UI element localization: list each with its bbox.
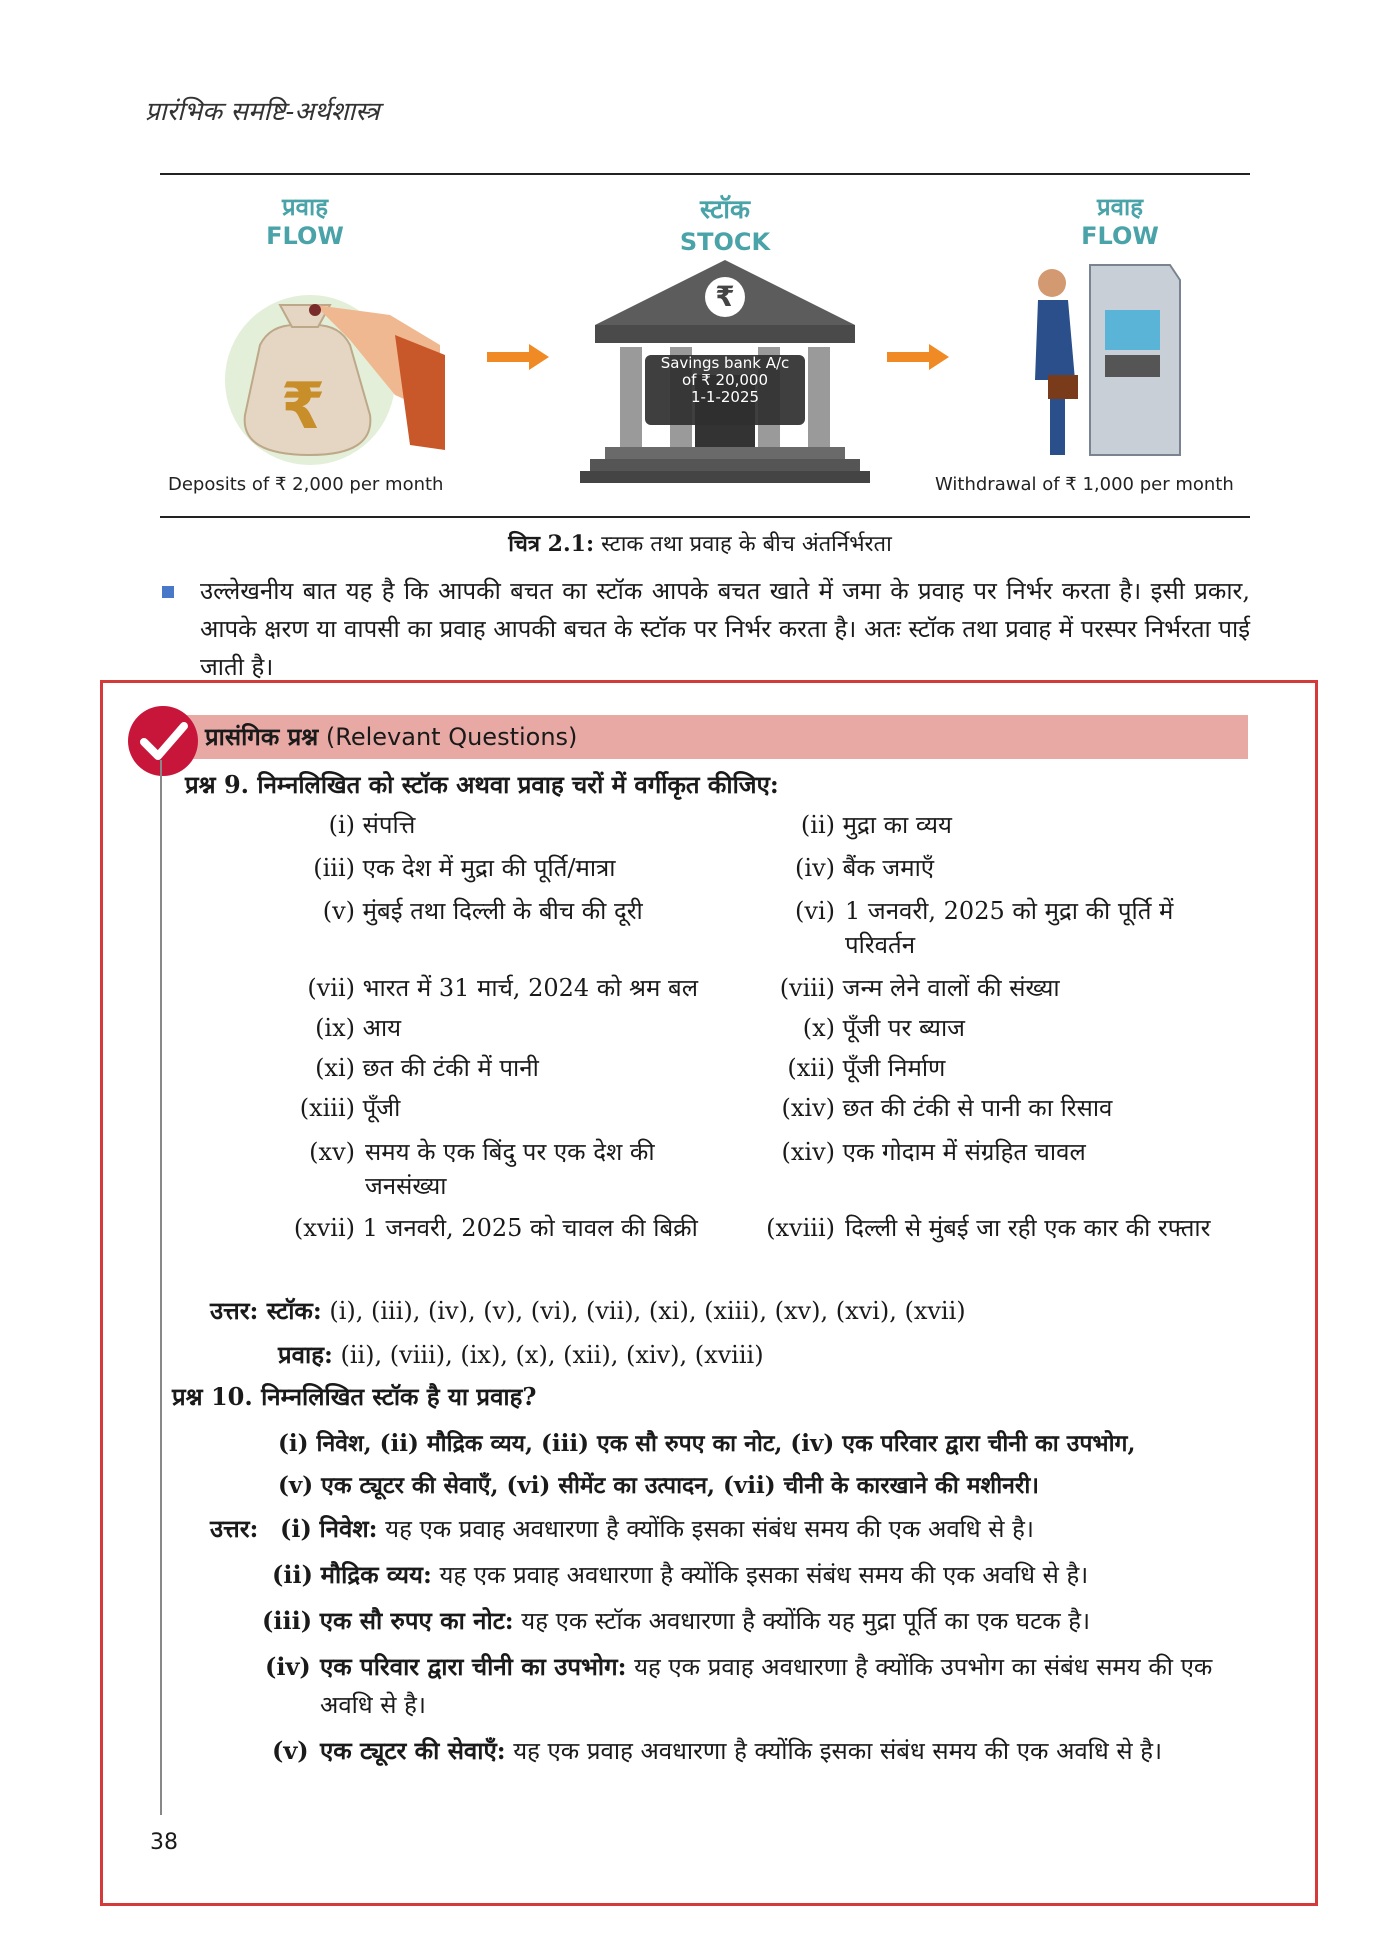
rq-title-hi: प्रासंगिक प्रश्न (205, 723, 319, 751)
stock-label-hi: स्टॉक (700, 195, 750, 225)
q9-item: (x) पूँजी पर ब्याज (802, 1014, 965, 1042)
body-paragraph: उल्लेखनीय बात यह है कि आपकी बचत का स्टॉक आपके बचत खाते में जमा के प्रवाह पर निर्भर करता है। इसी प्रकार, आपके क्षरण या वापसी का प्रवाह आपकी बचत के स्टॉक पर निर्भर करता है। अतः स्टॉक तथा प्रवाह में परस्पर निर्भरता पाई जाती है। (200, 577, 1250, 681)
bullet-square-icon (162, 586, 174, 598)
q9-item: (xi) छत की टंकी में पानी (315, 1054, 539, 1082)
bank-account-label (645, 355, 805, 406)
q10-answer-2: (ii) मौद्रिक व्यय: यह एक प्रवाह अवधारणा है क्योंकि इसका संबंध समय की एक अवधि से है। (272, 1560, 1089, 1589)
bank-line-3: 1-1-2025 (690, 388, 760, 406)
page-number: 38 (150, 1830, 178, 1855)
q9-item: (xiii) पूँजी (299, 1094, 401, 1122)
left-flow-label-en: FLOW (266, 222, 344, 250)
q10-answer-3: (iii) एक सौ रुपए का नोट: यह एक स्टॉक अवधारणा है क्योंकि यह मुद्रा पूर्ति का एक घटक है। (262, 1606, 1091, 1635)
question-10-prompt: प्रश्न 10. निम्नलिखित स्टॉक है या प्रवाह? (172, 1382, 537, 1411)
q9-right-column (745, 808, 1245, 1281)
q9-item: (xii) पूँजी निर्माण (787, 1054, 946, 1082)
relevant-questions-title (205, 720, 577, 753)
checkmark-icon (128, 706, 198, 776)
figure-top-rule (160, 173, 1250, 175)
q9-item: (xvii) 1 जनवरी, 2025 को चावल की बिक्री (293, 1214, 698, 1242)
q9-item: (vi) 1 जनवरी, 2025 को मुद्रा की पूर्ति में परिवर्तन (795, 897, 1174, 959)
atm-person-illustration (1020, 255, 1210, 470)
left-flow-label-hi: प्रवाह (282, 193, 328, 221)
running-header: प्रारंभिक समष्टि-अर्थशास्त्र (145, 97, 380, 127)
q9-item: (viii) जन्म लेने वालों की संख्या (779, 974, 1060, 1002)
rupee-coin-icon: ₹ (715, 280, 735, 313)
stock-label-en: STOCK (679, 228, 771, 256)
arrow-right-icon (487, 342, 551, 372)
figure-bottom-rule (160, 516, 1250, 518)
q9-answer-stock: उत्तर: स्टॉक: (i), (iii), (iv), (v), (vi), (vii), (xi), (xiii), (xv), (xvi), (xvii) (210, 1296, 966, 1325)
q10-answer-label: उत्तर: (210, 1514, 259, 1543)
right-flow-label-hi: प्रवाह (1097, 193, 1143, 221)
q10-line-1: (i) निवेश, (ii) मौद्रिक व्यय, (iii) एक सौ रुपए का नोट, (iv) एक परिवार द्वारा चीनी का उपभोग, (278, 1430, 1136, 1457)
bank-line-1: Savings bank A/c (660, 354, 790, 372)
q10-answer-1: (i) निवेश: यह एक प्रवाह अवधारणा है क्योंकि इसका संबंध समय की एक अवधि से है। (280, 1514, 1034, 1543)
figure-caption (0, 528, 1400, 558)
figure-caption-text: स्टाक तथा प्रवाह के बीच अंतर्निर्भरता (594, 532, 892, 557)
q9-item: (xiv) छत की टंकी से पानी का रिसाव (781, 1094, 1113, 1122)
rq-title-en: (Relevant Questions) (318, 723, 578, 751)
q9-item: (ii) मुद्रा का व्यय (800, 811, 952, 839)
arrow-right-icon-2 (887, 342, 951, 372)
q9-item: (xiv) एक गोदाम में संग्रहित चावल (781, 1138, 1086, 1166)
q10-line-2: (v) एक ट्यूटर की सेवाएँ, (vi) सीमेंट का उत्पादन, (vii) चीनी के कारखाने की मशीनरी। (278, 1472, 1040, 1499)
right-flow-label-en: FLOW (1081, 222, 1159, 250)
q9-item: (iv) बैंक जमाएँ (795, 854, 935, 882)
question-9-prompt: प्रश्न 9. निम्नलिखित को स्टॉक अथवा प्रवाह चरों में वर्गीकृत कीजिए: (185, 770, 779, 799)
q9-item: (xviii) दिल्ली से मुंबई जा रही एक कार की रफ्तार (766, 1214, 1211, 1242)
q10-answer-4: (iv) एक परिवार द्वारा चीनी का उपभोग: यह एक प्रवाह अवधारणा है क्योंकि उपभोग का संबंध समय की एक अवधि से है। (265, 1652, 1213, 1719)
q9-item: (i) संपत्ति (328, 811, 416, 839)
q9-item: (ix) आय (315, 1014, 402, 1042)
figure-caption-number: चित्र 2.1: (508, 531, 595, 557)
rupee-bag-icon: ₹ (280, 370, 326, 444)
q9-left-column (255, 808, 765, 1251)
bank-line-2: of ₹ 20,000 (681, 371, 769, 389)
q9-item: (v) मुंबई तथा दिल्ली के बीच की दूरी (322, 897, 643, 925)
q9-item: (iii) एक देश में मुद्रा की पूर्ति/मात्रा (313, 854, 616, 882)
withdrawal-caption: Withdrawal of ₹ 1,000 per month (935, 474, 1234, 495)
box-left-rule (160, 760, 162, 1815)
q9-item: (xv) समय के एक बिंदु पर एक देश की जनसंख्या (309, 1138, 655, 1200)
q10-answer-5: (v) एक ट्यूटर की सेवाएँ: यह एक प्रवाह अवधारणा है क्योंकि इसका संबंध समय की एक अवधि से है। (272, 1736, 1163, 1765)
q9-answer-flow: प्रवाह: (ii), (viii), (ix), (x), (xii), (xiv), (xviii) (278, 1340, 764, 1369)
deposits-caption: Deposits of ₹ 2,000 per month (168, 474, 444, 495)
q9-item: (vii) भारत में 31 मार्च, 2024 को श्रम बल (307, 974, 699, 1002)
